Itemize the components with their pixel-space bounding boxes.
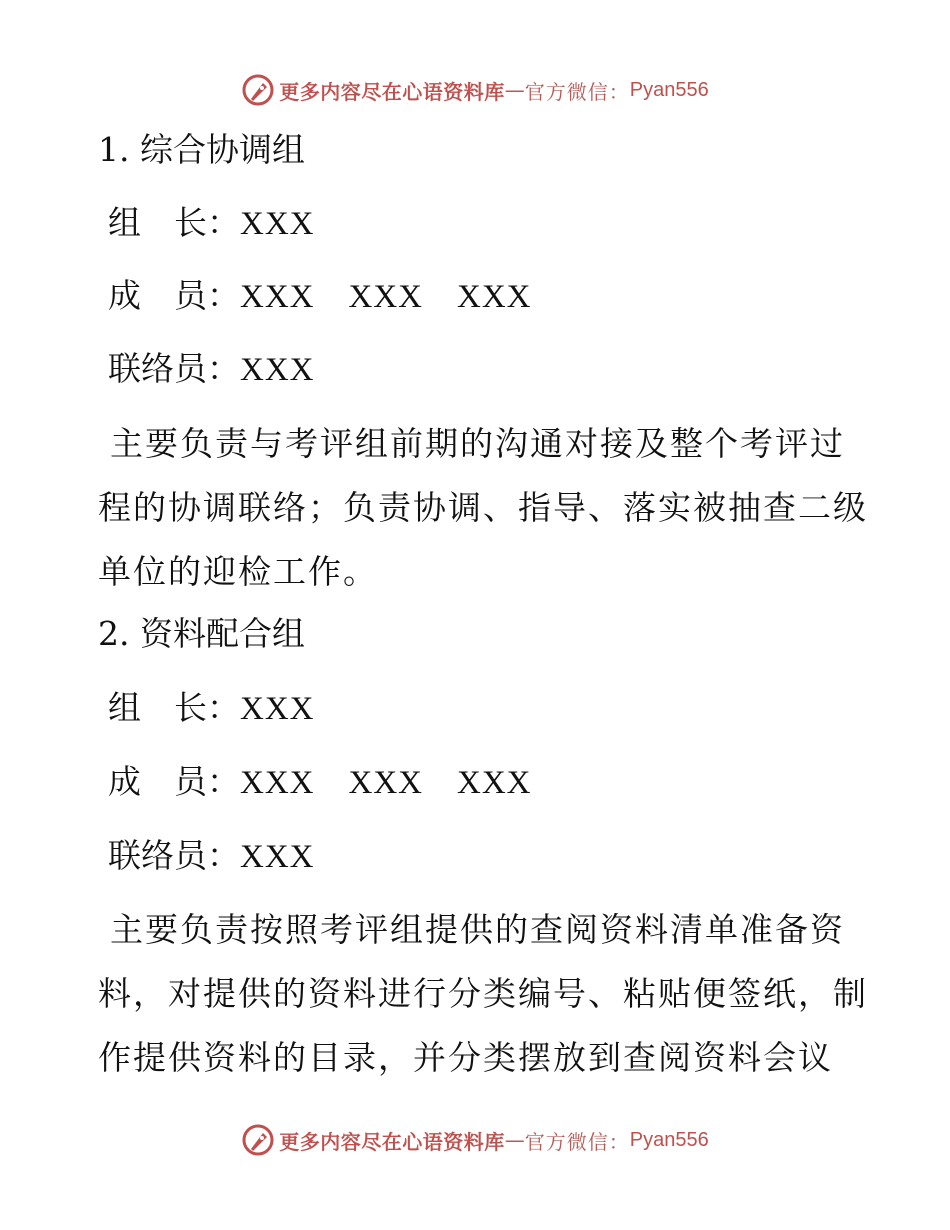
group-1-leader: [108, 203, 315, 244]
liaison-value: XXX: [240, 839, 315, 875]
group-2-description: 主要负责按照考评组提供的查阅资料清单准备资料，对提供的资料进行分类编号、粘贴便签纸，制作提供资料的目录，并分类摆放到查阅资料会议: [98, 910, 868, 1077]
banner-dash: —: [504, 78, 525, 102]
pen-nib-logo-icon: [241, 73, 275, 107]
leader-value: XXX: [240, 691, 315, 727]
members-value: XXX XXX XXX: [240, 279, 532, 315]
group-2-leader: [108, 688, 315, 729]
header-banner: [0, 70, 950, 110]
leader-value: XXX: [240, 206, 315, 242]
group-1-description: 主要负责与考评组前期的沟通对接及整个考评过程的协调联络；负责协调、指导、落实被抽查二级单位的迎检工作。: [98, 424, 868, 591]
members-value: XXX XXX XXX: [240, 765, 532, 801]
group-2-liaison: [108, 836, 315, 877]
leader-label: 组 长：: [108, 688, 240, 727]
leader-label: 组 长：: [108, 203, 240, 242]
group-2-members: [108, 762, 531, 803]
members-label: 成 员：: [108, 762, 240, 801]
liaison-label: 联络员：: [108, 836, 240, 875]
group-1-liaison: [108, 349, 315, 390]
wechat-id: Pyan556: [629, 1128, 709, 1151]
pen-nib-logo-icon: [241, 1123, 275, 1157]
liaison-label: 联络员：: [108, 349, 240, 388]
wechat-label: 官方微信：: [524, 79, 630, 104]
footer-banner: [0, 1120, 950, 1160]
wechat-id: Pyan556: [629, 78, 709, 101]
group-2-heading: 2. 资料配合组: [98, 614, 305, 653]
members-label: 成 员：: [108, 276, 240, 315]
banner-dash: —: [504, 1128, 525, 1152]
liaison-value: XXX: [240, 352, 315, 388]
promo-text: 更多内容尽在心语资料库: [279, 79, 505, 104]
group-1-members: [108, 276, 531, 317]
promo-text: 更多内容尽在心语资料库: [279, 1129, 505, 1154]
wechat-label: 官方微信：: [524, 1129, 630, 1154]
group-1-heading: 1. 综合协调组: [98, 130, 305, 169]
